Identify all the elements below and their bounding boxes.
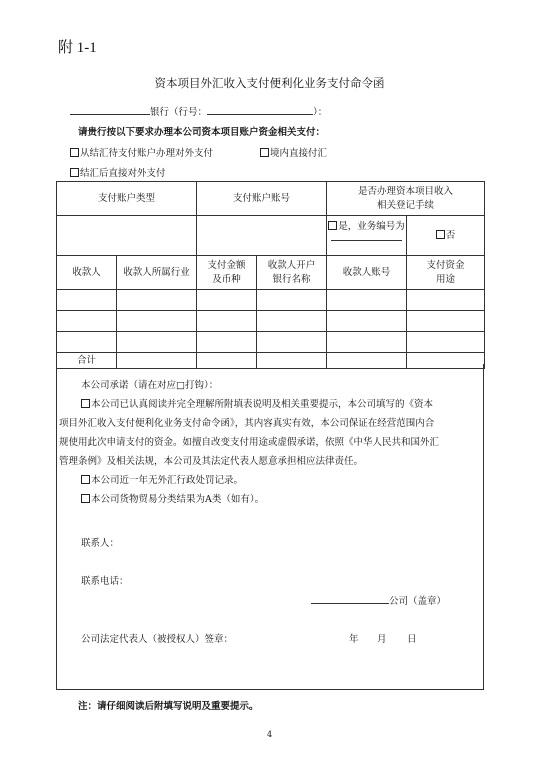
cell-account-type[interactable] [57,216,197,256]
contact-phone-label: 联系电话： [81,576,129,587]
table-row [57,311,485,332]
option-settled-account[interactable] [70,145,213,159]
col-amount-line1: 支付金额 [207,259,246,271]
checkbox-icon[interactable] [260,148,269,157]
option-settle-then-pay[interactable] [70,165,166,179]
table-cell[interactable] [407,290,485,311]
checkbox-icon[interactable] [70,148,79,157]
table-cell[interactable] [327,332,407,353]
contact-person-label: 联系人： [81,538,120,549]
header-registration-line2: 相关登记手续 [377,199,435,211]
col-payee-bank [257,256,327,290]
table-cell[interactable] [327,290,407,311]
declaration-para-3: 规使用此次申请支付的资金。如擅自改变支付用途或虚假承诺，依照《中华人民共和国外汇 [59,437,440,448]
table-row [57,332,485,353]
declaration-text: 本公司已认真阅读并完全理解所附填表说明及相关重要提示，本公司填写的《资本 [91,399,434,410]
footnote: 注：请仔细阅读后附填写说明及重要提示。 [78,701,259,712]
checkbox-icon[interactable] [328,221,337,230]
company-seal-label: 公司（盖章） [389,596,447,607]
header-account-type: 支付账户类型 [57,182,197,216]
col-payee-account: 收款人账号 [327,256,407,290]
col-bank-line2: 银行名称 [272,273,311,285]
year-label: 年 [349,634,359,645]
checkbox-icon[interactable] [81,399,90,408]
table-cell[interactable] [57,311,117,332]
total-label: 合计 [57,353,117,369]
checkbox-icon[interactable] [70,168,79,177]
col-use-line1: 支付资金 [426,259,465,271]
month-label: 月 [377,634,387,645]
checkbox-icon[interactable] [81,494,90,503]
col-fund-use [407,256,485,290]
cell-account-number[interactable] [197,216,327,256]
col-bank-line1: 收款人开户 [267,259,316,271]
table-cell[interactable] [57,290,117,311]
declaration-text: 本公司货物贸易分类结果为A类（如有）。 [91,494,265,505]
declaration-box [56,364,484,690]
checkbox-icon[interactable] [436,230,445,239]
no-label: 否 [445,229,456,241]
col-payee-industry: 收款人所属行业 [117,256,197,290]
table-cell[interactable] [197,332,257,353]
bank-line [70,104,327,118]
table-cell[interactable] [257,332,327,353]
business-number-blank[interactable] [331,240,402,241]
col-amount-line2: 及币种 [212,273,241,285]
col-use-line2: 用途 [436,273,456,285]
table-cell[interactable] [197,290,257,311]
yes-label: 是，业务编号为 [338,221,405,232]
signature-label: 公司法定代表人（被授权人）签章： [81,634,234,645]
declaration-item-2 [81,490,264,509]
cell-registration-yes[interactable] [327,216,407,256]
checkbox-icon[interactable] [81,475,90,484]
bank-close: ）： [313,107,328,118]
table-cell[interactable] [197,311,257,332]
bank-name-blank[interactable] [70,104,150,115]
table-cell[interactable] [327,311,407,332]
option-label: 境内直接付汇 [270,148,328,159]
table-cell[interactable] [117,332,197,353]
declaration-para-1 [81,395,433,414]
table-cell[interactable] [117,311,197,332]
document-title: 资本项目外汇收入支付便利化业务支付命令函 [154,76,385,90]
table-row [57,290,485,311]
declaration-heading: 本公司承诺（请在对应□打钩）： [81,380,219,391]
option-label: 结汇后直接对外支付 [80,168,166,179]
header-registration [327,182,485,216]
option-domestic-direct[interactable] [260,145,327,159]
payment-table [56,181,485,369]
page-number: 4 [266,730,273,739]
bank-label: 银行（行号： [150,107,208,118]
table-cell[interactable] [257,311,327,332]
cell-registration-no[interactable] [407,216,485,256]
bank-code-blank[interactable] [207,104,313,115]
table-cell[interactable] [57,332,117,353]
declaration-item-1 [81,471,243,490]
col-payee: 收款人 [57,256,117,290]
header-account-number: 支付账户账号 [197,182,327,216]
declaration-text: 本公司近一年无外汇行政处罚记录。 [91,475,244,486]
company-name-blank[interactable] [311,593,389,604]
company-seal-line [311,592,446,611]
request-text: 请贵行按以下要求办理本公司资本项目账户资金相关支付： [78,127,326,138]
declaration-para-4: 管理条例》及相关法规，本公司及其法定代表人愿意承担相应法律责任。 [59,456,364,467]
table-cell[interactable] [407,332,485,353]
table-cell[interactable] [407,311,485,332]
declaration-para-2: 项目外汇收入支付便利化业务支付命令函》，其内容真实有效，本公司保证在经营范围内合 [59,418,435,429]
table-cell[interactable] [117,290,197,311]
table-cell[interactable] [257,290,327,311]
header-registration-line1: 是否办理资本项目收入 [358,185,454,197]
col-amount-currency [197,256,257,290]
option-label: 从结汇待支付账户办理对外支付 [80,148,214,159]
day-label: 日 [407,634,417,645]
attachment-label: 附 1-1 [58,40,97,56]
